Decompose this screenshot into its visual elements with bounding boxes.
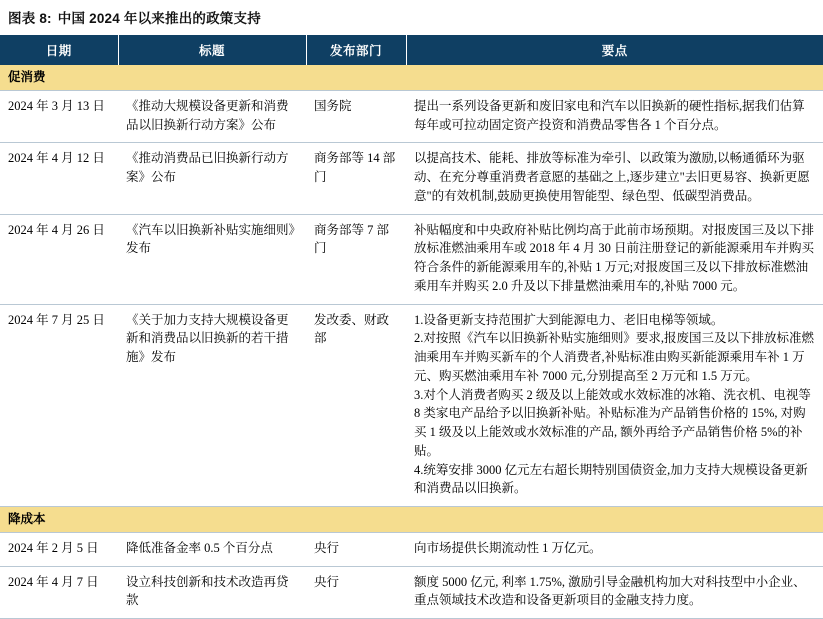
table-row	[0, 532, 823, 566]
figure-caption-label: 图表 8:	[8, 11, 52, 26]
table-row	[0, 143, 823, 214]
cell-department: 商务部等 7 部门	[306, 214, 406, 304]
cell-date: 2024 年 7 月 25 日	[0, 304, 118, 507]
keypoint-line: 额度 5000 亿元, 利率 1.75%, 激励引导金融机构加大对科技型中小企业、重点领域技术改造和设备更新项目的金融支持力度。	[414, 574, 806, 608]
cell-title: 《汽车以旧换新补贴实施细则》发布	[118, 214, 306, 304]
table-section-row	[0, 507, 823, 533]
figure-caption	[0, 0, 823, 35]
keypoint-line: 4.统筹安排 3000 亿元左右超长期特别国债资金,加力支持大规模设备更新和消费品以旧换新。	[414, 462, 808, 496]
table-header	[0, 35, 823, 65]
cell-date: 2024 年 4 月 12 日	[0, 143, 118, 214]
keypoint-line: 3.对个人消费者购买 2 级及以上能效或水效标准的冰箱、洗衣机、电视等 8 类家电产品给予以旧换新补贴。补贴标准为产品销售价格的 15%, 对购买 1 级及以上能效或水效标准的产品, 额外再给予产品销售价格 5%的补贴。	[414, 387, 811, 458]
cell-title: 《关于加力支持大规模设备更新和消费品以旧换新的若干措施》发布	[118, 304, 306, 507]
column-header-title: 标题	[118, 35, 306, 65]
keypoint-line: 以提高技术、能耗、排放等标准为牵引、以政策为激励,以畅通循环为驱动、在充分尊重消费者意愿的基础之上,逐步建立"去旧更易容、换新更愿意"的有效机制,鼓励更换使用智能型、绿色型、低碳型消费品。	[414, 151, 810, 203]
table-section-label: 促消费	[0, 65, 823, 90]
cell-department: 发改委、财政部	[306, 304, 406, 507]
keypoint-line: 提出一系列设备更新和废旧家电和汽车以旧换新的硬性指标,据我们估算每年或可拉动固定资产投资和消费品零售各 1 个百分点。	[414, 98, 805, 132]
table-row	[0, 90, 823, 143]
cell-title: 《推动消费品已旧换新行动方案》公布	[118, 143, 306, 214]
keypoint-line: 1.设备更新支持范围扩大到能源电力、老旧电梯等领域。	[414, 312, 724, 327]
table-row	[0, 214, 823, 304]
cell-keypoints	[406, 532, 823, 566]
cell-title: 降低准备金率 0.5 个百分点	[118, 532, 306, 566]
cell-date: 2024 年 2 月 5 日	[0, 532, 118, 566]
cell-keypoints	[406, 143, 823, 214]
table-row	[0, 304, 823, 507]
cell-department: 商务部等 14 部门	[306, 143, 406, 214]
cell-date: 2024 年 4 月 7 日	[0, 566, 118, 619]
cell-title: 《推动大规模设备更新和消费品以旧换新行动方案》公布	[118, 90, 306, 143]
cell-keypoints	[406, 566, 823, 619]
table-section-label: 降成本	[0, 507, 823, 533]
table-section-row	[0, 65, 823, 90]
cell-date: 2024 年 4 月 26 日	[0, 214, 118, 304]
cell-title: 设立科技创新和技术改造再贷款	[118, 566, 306, 619]
keypoint-line: 向市场提供长期流动性 1 万亿元。	[414, 540, 602, 555]
cell-department: 央行	[306, 566, 406, 619]
cell-date: 2024 年 3 月 13 日	[0, 90, 118, 143]
table-header-row	[0, 35, 823, 65]
keypoint-line: 2.对按照《汽车以旧换新补贴实施细则》要求,报废国三及以下排放标准燃油乘用车并购买新车的个人消费者,补贴标准由购买新能源乘用车补 1 万元、购买燃油乘用车补 7000 元,分别提高至 2 万元和 1.5 万元。	[414, 331, 815, 383]
cell-keypoints	[406, 304, 823, 507]
table-row	[0, 566, 823, 619]
table-body	[0, 65, 823, 619]
cell-department: 央行	[306, 532, 406, 566]
cell-keypoints	[406, 90, 823, 143]
cell-keypoints	[406, 214, 823, 304]
column-header-department: 发布部门	[306, 35, 406, 65]
cell-department: 国务院	[306, 90, 406, 143]
column-header-date: 日期	[0, 35, 118, 65]
keypoint-line: 补贴幅度和中央政府补贴比例均高于此前市场预期。对报废国三及以下排放标准燃油乘用车或 2018 年 4 月 30 日前注册登记的新能源乘用车并购买符合条件的新能源乘用车的,补贴 1 万元;对报废国三及以下排放标准燃油乘用车并购买 2.0 升及以下排量燃油乘用车的,补贴 7000 元。	[414, 222, 815, 293]
column-header-keypoints: 要点	[406, 35, 823, 65]
policy-table	[0, 35, 823, 619]
figure-caption-text: 中国 2024 年以来推出的政策支持	[57, 11, 261, 26]
